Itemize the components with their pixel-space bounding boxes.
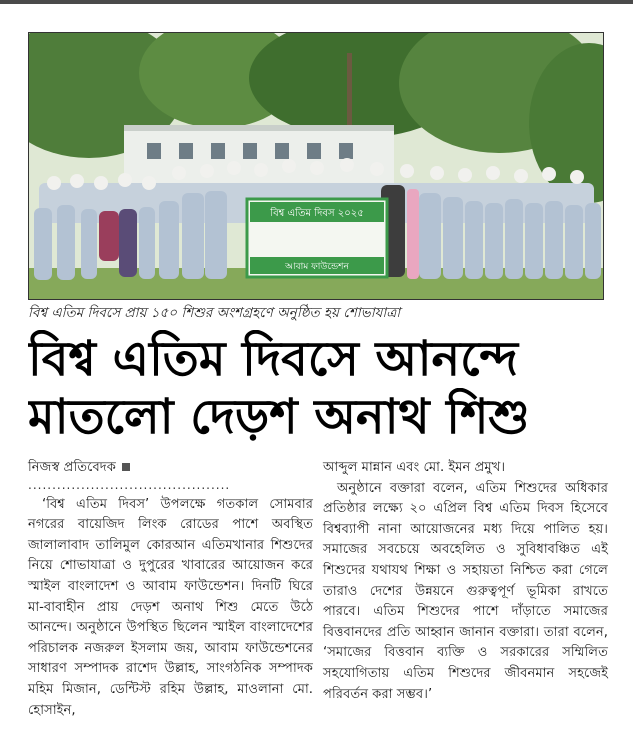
article-column-right: [323, 458, 608, 705]
banner-title: বিশ্ব এতিম দিবস ২০২৫: [270, 208, 364, 219]
group-photo-illustration: [29, 33, 603, 299]
headline-line-1: বিশ্ব এতিম দিবসে আনন্দে: [28, 331, 518, 387]
byline: [28, 458, 313, 479]
headline: [28, 330, 608, 446]
byline-text: নিজস্ব প্রতিবেদক: [28, 460, 116, 475]
article-photo: [28, 32, 604, 300]
photo-caption: বিশ্ব এতিম দিবসে প্রায় ১৫০ শিশুর অংশগ্রহণে অনুষ্ঠিত হয় শোভাযাত্রা: [28, 305, 401, 321]
paragraph-3: অনুষ্ঠানে বক্তারা বলেন, এতিম শিশুদের অধিকার প্রতিষ্ঠার লক্ষ্যে ২০ এপ্রিল বিশ্ব এতিম দিবস হিসেবে বিশ্বব্যাপী নানা আয়োজনের মধ্য দিয়ে পালিত হয়। সমাজের সবচেয়ে অবহেলিত ও সুবিধাবঞ্চিত এই শিশুদের যথাযথ শিক্ষা ও সহায়তা নিশ্চিত করা গেলে তারাও দেশের উন্নয়নে গুরুত্বপূর্ণ ভূমিকা রাখতে পারবে। এতিম শিশুদের পাশে দাঁড়াতে সমাজের বিত্তবানদের প্রতি আহ্বান জানান বক্তারা। তারা বলেন, ‘সমাজের বিত্তবান ব্যক্তি ও সরকারের সম্মিলিত সহযোগিতায় এতিম শিশুদের জীবনমান সহজেই পরিবর্তন করা সম্ভব।’: [323, 480, 608, 702]
headline-line-2: মাতলো দেড়শ অনাথ শিশু: [28, 389, 530, 445]
article-column-left: [28, 458, 313, 721]
top-rule: [0, 0, 633, 4]
paragraph-2: আব্দুল মান্নান এবং মো. ইমন প্রমুখ।: [323, 460, 506, 475]
banner-subtitle: আবাম ফাউন্ডেশন: [285, 262, 349, 272]
byline-divider: ..........................................: [28, 478, 231, 491]
byline-square-icon: [122, 463, 130, 471]
paragraph-1: ‘বিশ্ব এতিম দিবস’ উপলক্ষে গতকাল সোমবার নগরের বায়েজিদ লিংক রোডের পাশে অবস্থিত জালালাবাদ তালিমুল কোরআন এতিমখানার শিশুদের নিয়ে শোভাযাত্রা ও দুপুরের খাবারের আয়োজন করে স্মাইল বাংলাদেশ ও আবাম ফাউন্ডেশন। দিনটি ঘিরে মা-বাবাহীন প্রায় দেড়শ অনাথ শিশু মেতে উঠে আনন্দে। অনুষ্ঠানে উপস্থিত ছিলেন স্মাইল বাংলাদেশের পরিচালক নজরুল ইসলাম জয়, আবাম ফাউন্ডেশনের সাধারণ সম্পাদক রাশেদ উল্লাহ, সাংগঠনিক সম্পাদক মহিম মিজান, ডেন্টিস্ট রহিম উল্লাহ, মাওলানা মো. হোসাইন,: [28, 496, 313, 718]
